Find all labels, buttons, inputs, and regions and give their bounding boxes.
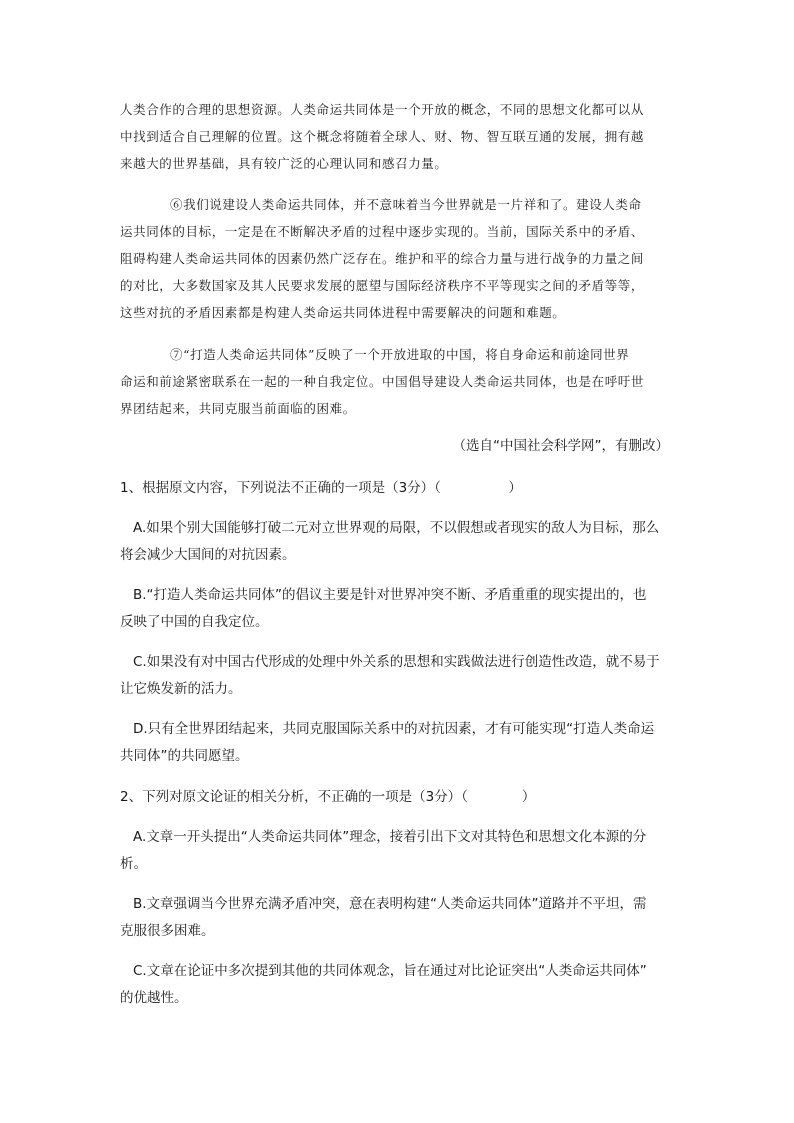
passage-line: 界团结起来，共同克服当前面临的困难。 bbox=[120, 401, 356, 416]
option-line: A.文章一开头提出“人类命运共同体”理念，接着引出下文对其特色和思想文化本源的分 bbox=[133, 829, 647, 845]
passage-line: 中找到适合自己理解的位置。这个概念将随着全球人、财、物、智互联互通的发展，拥有越 bbox=[120, 129, 645, 144]
question-1-option-d[interactable] bbox=[120, 716, 693, 770]
passage-line: 人类合作的合理的思想资源。人类命运共同体是一个开放的概念，不同的思想文化都可以从 bbox=[120, 102, 645, 117]
option-line: 的优越性。 bbox=[120, 990, 188, 1006]
option-line: 反映了中国的自我定位。 bbox=[120, 614, 269, 630]
passage-line: 来越大的世界基础，具有较广泛的心理认同和感召力量。 bbox=[120, 156, 448, 171]
option-line: D.只有全世界团结起来，共同克服国际关系中的对抗因素，才有可能实现“打造人类命运 bbox=[133, 721, 655, 737]
passage-line: 运共同体的目标，一定是在不断解决矛盾的过程中逐步实现的。当前，国际关系中的矛盾、 bbox=[120, 224, 645, 239]
option-line: 克服很多困难。 bbox=[120, 923, 215, 939]
passage-line: 命运和前途紧密联系在一起的一种自我定位。中国倡导建设人类命运共同体，也是在呼吁世 bbox=[120, 374, 645, 389]
passage-paragraph-6 bbox=[120, 191, 676, 326]
passage-paragraph-5-end bbox=[120, 96, 676, 177]
option-line: C.文章在论证中多次提到其他的共同体观念，旨在通过对比论证突出“人类命运共同体” bbox=[133, 963, 647, 979]
question-2-option-a[interactable] bbox=[120, 824, 693, 878]
question-1-option-b[interactable] bbox=[120, 582, 693, 636]
option-line: C.如果没有对中国古代形成的处理中外关系的思想和实践做法进行创造性改造，就不易于 bbox=[133, 654, 660, 670]
question-1-stem: 1、根据原文内容，下列说法不正确的一项是（3分）（ ） bbox=[120, 480, 522, 496]
option-line: 析。 bbox=[120, 856, 147, 872]
question-2-stem: 2、下列对原文论证的相关分析，不正确的一项是（3分）（ ） bbox=[120, 789, 536, 805]
passage-line: ⑦“打造人类命运共同体”反映了一个开放进取的中国，将自身命运和前途同世界 bbox=[170, 347, 630, 362]
option-line: A.如果个别大国能够打破二元对立世界观的局限，不以假想或者现实的敌人为目标，那么 bbox=[133, 520, 660, 536]
passage-source: （选自“中国社会科学网”，有删改） bbox=[452, 438, 669, 454]
question-2-option-c[interactable] bbox=[120, 958, 693, 1012]
passage-line: 的对比，大多数国家及其人民要求发展的愿望与国际经济秩序不平等现实之间的矛盾等等， bbox=[120, 278, 645, 293]
option-line: 共同体”的共同愿望。 bbox=[120, 748, 249, 764]
question-1-option-c[interactable] bbox=[120, 649, 693, 703]
option-line: B.“打造人类命运共同体”的倡议主要是针对世界冲突不断、矛盾重重的现实提出的，也 bbox=[133, 587, 647, 603]
option-line: 让它焕发新的活力。 bbox=[120, 681, 242, 697]
passage-paragraph-7 bbox=[120, 341, 676, 422]
passage-line: ⑥我们说建设人类命运共同体，并不意味着当今世界就是一片祥和了。建设人类命 bbox=[170, 197, 642, 212]
option-line: 将会减少大国间的对抗因素。 bbox=[120, 547, 296, 563]
passage-line: 这些对抗的矛盾因素都是构建人类命运共同体进程中需要解决的问题和难题。 bbox=[120, 305, 566, 320]
question-1-option-a[interactable] bbox=[120, 515, 693, 569]
passage-line: 阻碍构建人类命运共同体的因素仍然广泛存在。维护和平的综合力量与进行战争的力量之间 bbox=[120, 251, 645, 266]
question-2-option-b[interactable] bbox=[120, 891, 693, 945]
option-line: B.文章强调当今世界充满矛盾冲突，意在表明构建“人类命运共同体”道路并不平坦，需 bbox=[133, 896, 647, 912]
